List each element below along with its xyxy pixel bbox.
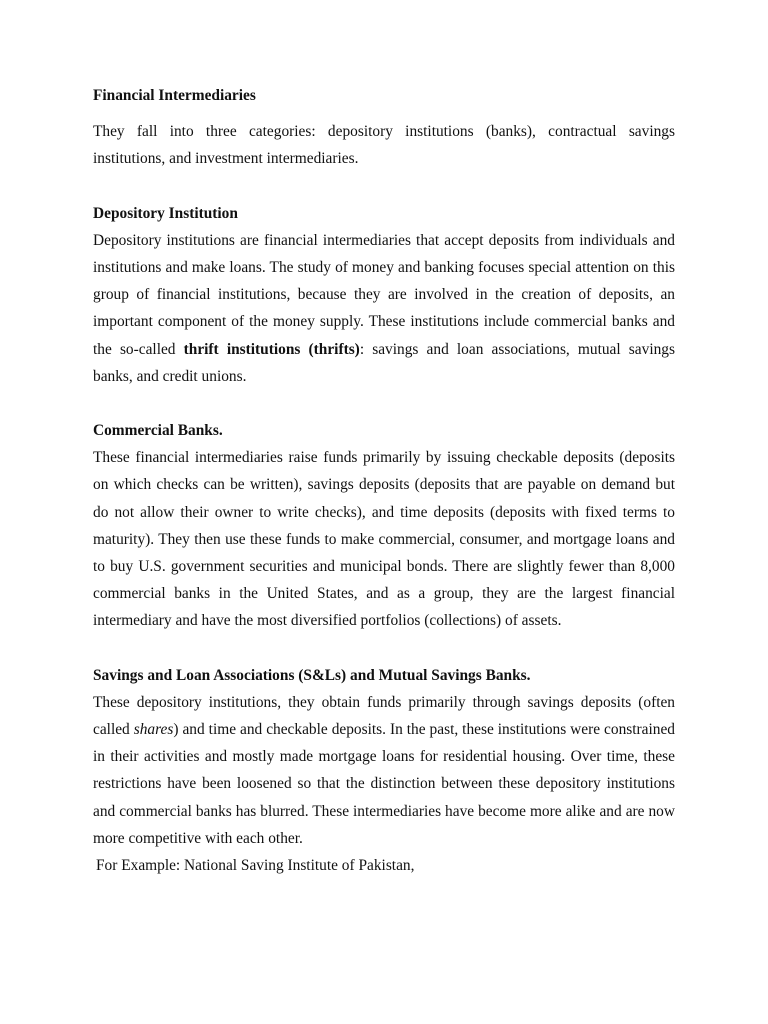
savings-heading: Savings and Loan Associations (S&Ls) and Mutual Savings Banks. [93, 666, 531, 684]
savings-text-2: ) and time and checkable deposits. In the past, these institutions were constrained in their activities and mostly made mortgage loans for residential housing. Over time, these restrictions have been loosened so that the distinction between these depository institutions and commercial banks has blurred. These intermediaries have become more alike and are now more competitive with each other. [93, 721, 675, 847]
savings-section [93, 662, 675, 880]
depository-paragraph [93, 227, 675, 390]
depository-text-1: Depository institutions are financial intermediaries that accept deposits from individuals and institutions and make loans. The study of money and banking focuses special attention on this group of financial institutions, because they are involved in the creation of deposits, an important component of the money supply. These institutions include commercial banks and the so-called [93, 231, 675, 358]
depository-heading: Depository Institution [93, 204, 238, 222]
commercial-banks-paragraph: These financial intermediaries raise funds primarily by issuing checkable deposits (deposits on which checks can be written), savings deposits (deposits that are payable on demand but do not allow their owner to write checks), and time deposits (deposits with fixed terms to maturity). They then use these funds to make commercial, consumer, and mortgage loans and to buy U.S. government securities and municipal bonds. There are slightly fewer than 8,000 commercial banks in the United States, and as a group, they are the largest financial intermediary and have the most diversified portfolios (collections) of assets. [93, 449, 675, 630]
depository-section [93, 200, 675, 390]
intro-paragraph: They fall into three categories: depository institutions (banks), contractual savings institutions, and investment intermediaries. [93, 123, 675, 168]
example-line: For Example: National Saving Institute of Pakistan, [96, 857, 415, 875]
document-page [93, 82, 675, 879]
depository-text-2: : savings and loan associations, mutual savings banks, and credit unions. [93, 340, 675, 385]
thrift-institutions-term: thrift institutions (thrifts) [183, 340, 360, 358]
commercial-banks-section [93, 417, 675, 635]
shares-term: shares [133, 721, 174, 739]
commercial-banks-heading: Commercial Banks. [93, 422, 223, 440]
document-title: Financial Intermediaries [93, 87, 256, 104]
savings-text-1: These depository institutions, they obtain funds primarily through savings deposits (often called [93, 693, 675, 739]
savings-paragraph [93, 689, 675, 852]
